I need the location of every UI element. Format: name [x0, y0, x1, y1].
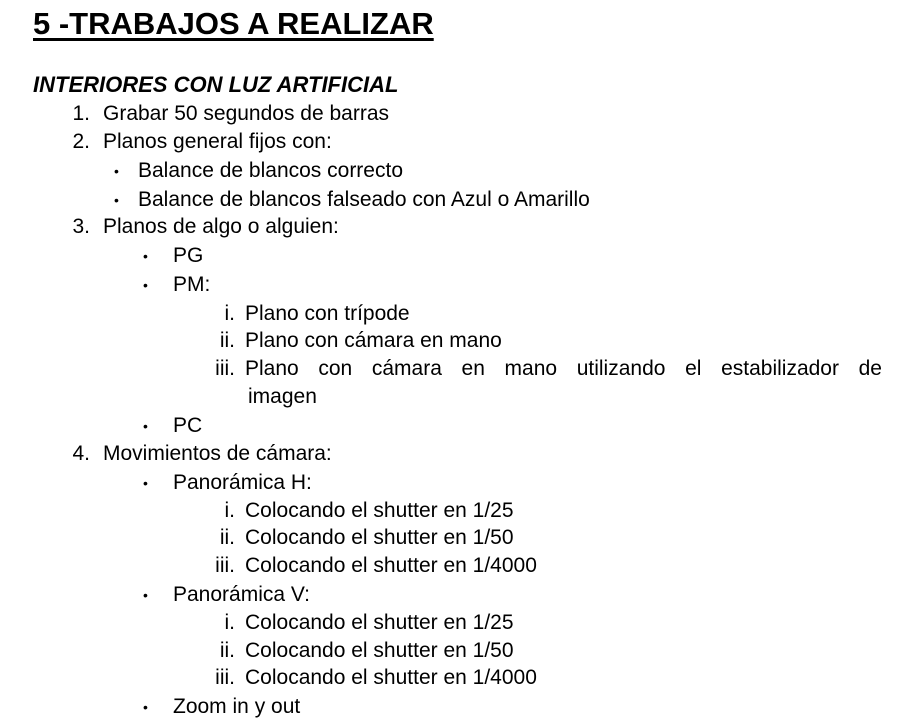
bullet-item	[0, 469, 922, 497]
roman-item	[0, 637, 922, 665]
bullet-text: Panorámica V:	[173, 583, 310, 606]
roman-item-text: Plano con cámara en mano utilizando el estabilizador de	[245, 357, 882, 380]
roman-item-text: Colocando el shutter en 1/25	[245, 499, 514, 522]
bullet-item	[0, 412, 922, 440]
list-item	[0, 440, 922, 468]
roman-numeral: iii.	[215, 666, 235, 689]
bullet-text: PC	[173, 414, 203, 437]
roman-item-text: Colocando el shutter en 1/4000	[245, 554, 537, 577]
roman-item-text: Plano con cámara en mano	[245, 329, 502, 352]
roman-item-text: Colocando el shutter en 1/4000	[245, 666, 537, 689]
list-number: 1.	[72, 102, 90, 125]
bullet-text: Balance de blancos falseado con Azul o Amarillo	[138, 188, 590, 211]
roman-item-text: Colocando el shutter en 1/50	[245, 639, 514, 662]
roman-item	[0, 664, 922, 692]
bullet-icon: •	[143, 277, 148, 293]
roman-item-text-continuation: imagen	[248, 385, 317, 408]
roman-numeral: ii.	[219, 526, 235, 549]
bullet-text: Zoom in y out	[173, 695, 301, 718]
list-item-text: Planos general fijos con:	[103, 130, 332, 153]
bullet-icon: •	[143, 699, 148, 715]
roman-numeral: i.	[224, 611, 235, 634]
roman-numeral: ii.	[219, 639, 235, 662]
bullet-item	[0, 271, 922, 299]
roman-item	[0, 300, 922, 328]
roman-item	[0, 497, 922, 525]
list-item	[0, 128, 922, 156]
roman-item-text: Colocando el shutter en 1/25	[245, 611, 514, 634]
bullet-text: PM:	[173, 273, 211, 296]
roman-item	[0, 552, 922, 580]
bullet-icon: •	[114, 163, 119, 179]
bullet-text: Balance de blancos correcto	[138, 159, 403, 182]
bullet-icon: •	[143, 248, 148, 264]
roman-item-text: Plano con trípode	[245, 302, 410, 325]
bullet-item	[0, 693, 922, 721]
bullet-icon: •	[114, 192, 119, 208]
bullet-icon: •	[143, 475, 148, 491]
bullet-item	[0, 186, 922, 214]
roman-item-continuation	[0, 383, 922, 411]
roman-numeral: iii.	[215, 357, 235, 380]
bullet-text: PG	[173, 244, 204, 267]
bullet-icon: •	[143, 418, 148, 434]
page-title: 5 -TRABAJOS A REALIZAR	[33, 6, 434, 41]
roman-item	[0, 524, 922, 552]
roman-numeral: ii.	[219, 329, 235, 352]
list-item	[0, 100, 922, 128]
bullet-text: Panorámica H:	[173, 471, 312, 494]
list-item	[0, 213, 922, 241]
roman-item	[0, 327, 922, 355]
list-item-text: Movimientos de cámara:	[103, 442, 332, 465]
roman-item	[0, 609, 922, 637]
roman-item	[0, 355, 922, 383]
roman-numeral: iii.	[215, 554, 235, 577]
roman-numeral: i.	[224, 499, 235, 522]
bullet-item	[0, 581, 922, 609]
section-heading: INTERIORES CON LUZ ARTIFICIAL	[33, 72, 399, 97]
list-item-text: Grabar 50 segundos de barras	[103, 102, 390, 125]
bullet-icon: •	[143, 587, 148, 603]
list-number: 3.	[72, 215, 90, 238]
bullet-item	[0, 242, 922, 270]
list-number: 4.	[72, 442, 90, 465]
bullet-item	[0, 157, 922, 185]
list-number: 2.	[72, 130, 90, 153]
roman-numeral: i.	[224, 302, 235, 325]
roman-item-text: Colocando el shutter en 1/50	[245, 526, 514, 549]
list-item-text: Planos de algo o alguien:	[103, 215, 339, 238]
